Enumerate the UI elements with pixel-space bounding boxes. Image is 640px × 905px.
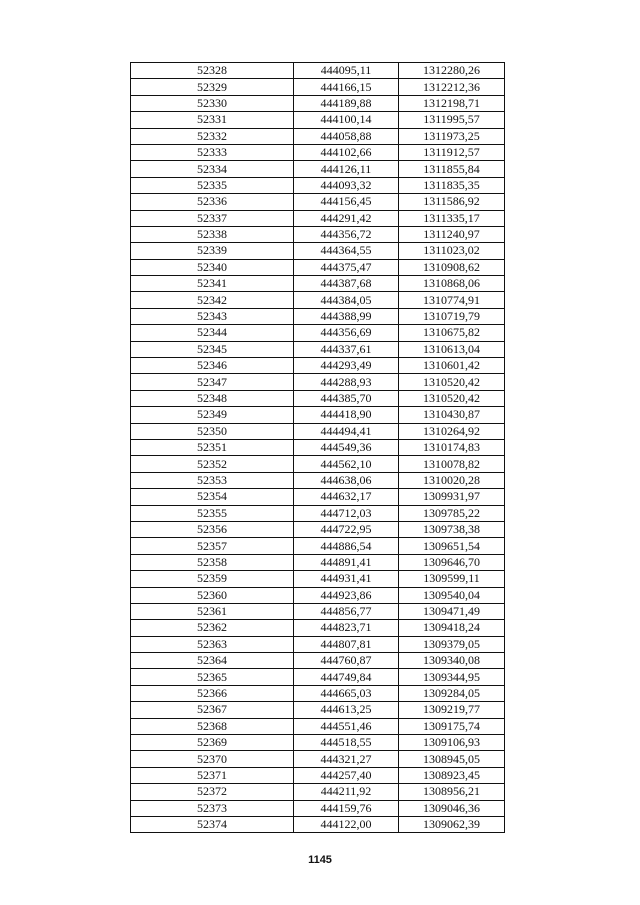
- point-id-cell: 52339: [131, 243, 294, 259]
- point-id-cell: 52358: [131, 554, 294, 570]
- x-coordinate-cell: 444385,70: [294, 390, 399, 406]
- x-coordinate-cell: 444665,03: [294, 685, 399, 701]
- y-coordinate-cell: 1308923,45: [399, 767, 505, 783]
- x-coordinate-cell: 444613,25: [294, 702, 399, 718]
- point-id-cell: 52349: [131, 407, 294, 423]
- x-coordinate-cell: 444058,88: [294, 128, 399, 144]
- y-coordinate-cell: 1308945,05: [399, 751, 505, 767]
- point-id-cell: 52329: [131, 79, 294, 95]
- coordinate-table: [130, 62, 505, 833]
- x-coordinate-cell: 444189,88: [294, 95, 399, 111]
- table-row: [131, 489, 505, 505]
- y-coordinate-cell: 1311995,57: [399, 112, 505, 128]
- point-id-cell: 52343: [131, 308, 294, 324]
- table-row: [131, 816, 505, 832]
- y-coordinate-cell: 1309418,24: [399, 620, 505, 636]
- table-row: [131, 702, 505, 718]
- table-row: [131, 767, 505, 783]
- x-coordinate-cell: 444356,69: [294, 325, 399, 341]
- table-row: [131, 374, 505, 390]
- point-id-cell: 52360: [131, 587, 294, 603]
- x-coordinate-cell: 444931,41: [294, 571, 399, 587]
- table-row: [131, 128, 505, 144]
- table-row: [131, 259, 505, 275]
- point-id-cell: 52356: [131, 521, 294, 537]
- y-coordinate-cell: 1310675,82: [399, 325, 505, 341]
- y-coordinate-cell: 1310613,04: [399, 341, 505, 357]
- table-row: [131, 571, 505, 587]
- y-coordinate-cell: 1310520,42: [399, 390, 505, 406]
- point-id-cell: 52336: [131, 194, 294, 210]
- x-coordinate-cell: 444823,71: [294, 620, 399, 636]
- y-coordinate-cell: 1309379,05: [399, 636, 505, 652]
- point-id-cell: 52365: [131, 669, 294, 685]
- y-coordinate-cell: 1309046,36: [399, 800, 505, 816]
- table-row: [131, 112, 505, 128]
- x-coordinate-cell: 444749,84: [294, 669, 399, 685]
- table-row: [131, 735, 505, 751]
- x-coordinate-cell: 444638,06: [294, 472, 399, 488]
- x-coordinate-cell: 444122,00: [294, 816, 399, 832]
- y-coordinate-cell: 1309651,54: [399, 538, 505, 554]
- table-row: [131, 718, 505, 734]
- x-coordinate-cell: 444551,46: [294, 718, 399, 734]
- table-row: [131, 423, 505, 439]
- table-row: [131, 292, 505, 308]
- x-coordinate-cell: 444095,11: [294, 63, 399, 79]
- y-coordinate-cell: 1310868,06: [399, 276, 505, 292]
- y-coordinate-cell: 1310264,92: [399, 423, 505, 439]
- x-coordinate-cell: 444102,66: [294, 144, 399, 160]
- table-row: [131, 456, 505, 472]
- x-coordinate-cell: 444100,14: [294, 112, 399, 128]
- y-coordinate-cell: 1310078,82: [399, 456, 505, 472]
- x-coordinate-cell: 444549,36: [294, 439, 399, 455]
- point-id-cell: 52361: [131, 603, 294, 619]
- y-coordinate-cell: 1311912,57: [399, 144, 505, 160]
- y-coordinate-cell: 1309340,08: [399, 653, 505, 669]
- table-row: [131, 95, 505, 111]
- y-coordinate-cell: 1310430,87: [399, 407, 505, 423]
- table-row: [131, 407, 505, 423]
- x-coordinate-cell: 444166,15: [294, 79, 399, 95]
- x-coordinate-cell: 444257,40: [294, 767, 399, 783]
- point-id-cell: 52347: [131, 374, 294, 390]
- y-coordinate-cell: 1311855,84: [399, 161, 505, 177]
- table-row: [131, 308, 505, 324]
- point-id-cell: 52333: [131, 144, 294, 160]
- point-id-cell: 52337: [131, 210, 294, 226]
- point-id-cell: 52368: [131, 718, 294, 734]
- table-row: [131, 620, 505, 636]
- point-id-cell: 52352: [131, 456, 294, 472]
- point-id-cell: 52350: [131, 423, 294, 439]
- table-row: [131, 800, 505, 816]
- table-row: [131, 243, 505, 259]
- y-coordinate-cell: 1312198,71: [399, 95, 505, 111]
- x-coordinate-cell: 444375,47: [294, 259, 399, 275]
- point-id-cell: 52366: [131, 685, 294, 701]
- table-row: [131, 505, 505, 521]
- y-coordinate-cell: 1312280,26: [399, 63, 505, 79]
- x-coordinate-cell: 444093,32: [294, 177, 399, 193]
- point-id-cell: 52348: [131, 390, 294, 406]
- table-row: [131, 194, 505, 210]
- table-row: [131, 210, 505, 226]
- x-coordinate-cell: 444211,92: [294, 784, 399, 800]
- y-coordinate-cell: 1309219,77: [399, 702, 505, 718]
- y-coordinate-cell: 1308956,21: [399, 784, 505, 800]
- point-id-cell: 52330: [131, 95, 294, 111]
- x-coordinate-cell: 444760,87: [294, 653, 399, 669]
- x-coordinate-cell: 444388,99: [294, 308, 399, 324]
- x-coordinate-cell: 444291,42: [294, 210, 399, 226]
- table-row: [131, 685, 505, 701]
- point-id-cell: 52373: [131, 800, 294, 816]
- table-row: [131, 79, 505, 95]
- y-coordinate-cell: 1311240,97: [399, 226, 505, 242]
- point-id-cell: 52345: [131, 341, 294, 357]
- table-row: [131, 587, 505, 603]
- table-row: [131, 603, 505, 619]
- table-row: [131, 538, 505, 554]
- x-coordinate-cell: 444321,27: [294, 751, 399, 767]
- x-coordinate-cell: 444722,95: [294, 521, 399, 537]
- x-coordinate-cell: 444494,41: [294, 423, 399, 439]
- y-coordinate-cell: 1309106,93: [399, 735, 505, 751]
- point-id-cell: 52328: [131, 63, 294, 79]
- x-coordinate-cell: 444387,68: [294, 276, 399, 292]
- point-id-cell: 52374: [131, 816, 294, 832]
- table-row: [131, 161, 505, 177]
- x-coordinate-cell: 444712,03: [294, 505, 399, 521]
- x-coordinate-cell: 444418,90: [294, 407, 399, 423]
- x-coordinate-cell: 444156,45: [294, 194, 399, 210]
- x-coordinate-cell: 444891,41: [294, 554, 399, 570]
- y-coordinate-cell: 1311023,02: [399, 243, 505, 259]
- table-row: [131, 636, 505, 652]
- x-coordinate-cell: 444337,61: [294, 341, 399, 357]
- point-id-cell: 52353: [131, 472, 294, 488]
- y-coordinate-cell: 1310719,79: [399, 308, 505, 324]
- x-coordinate-cell: 444518,55: [294, 735, 399, 751]
- x-coordinate-cell: 444807,81: [294, 636, 399, 652]
- table-row: [131, 390, 505, 406]
- table-row: [131, 358, 505, 374]
- table-row: [131, 341, 505, 357]
- point-id-cell: 52359: [131, 571, 294, 587]
- y-coordinate-cell: 1310020,28: [399, 472, 505, 488]
- y-coordinate-cell: 1311973,25: [399, 128, 505, 144]
- y-coordinate-cell: 1309931,97: [399, 489, 505, 505]
- page-number: 1145: [308, 854, 332, 866]
- y-coordinate-cell: 1309540,04: [399, 587, 505, 603]
- x-coordinate-cell: 444923,86: [294, 587, 399, 603]
- table-row: [131, 144, 505, 160]
- table-row: [131, 653, 505, 669]
- table-row: [131, 554, 505, 570]
- point-id-cell: 52355: [131, 505, 294, 521]
- point-id-cell: 52338: [131, 226, 294, 242]
- x-coordinate-cell: 444384,05: [294, 292, 399, 308]
- point-id-cell: 52334: [131, 161, 294, 177]
- y-coordinate-cell: 1310774,91: [399, 292, 505, 308]
- y-coordinate-cell: 1309062,39: [399, 816, 505, 832]
- point-id-cell: 52364: [131, 653, 294, 669]
- point-id-cell: 52369: [131, 735, 294, 751]
- point-id-cell: 52367: [131, 702, 294, 718]
- point-id-cell: 52372: [131, 784, 294, 800]
- y-coordinate-cell: 1310601,42: [399, 358, 505, 374]
- table-row: [131, 669, 505, 685]
- table-row: [131, 276, 505, 292]
- table-row: [131, 63, 505, 79]
- point-id-cell: 52362: [131, 620, 294, 636]
- table-row: [131, 325, 505, 341]
- point-id-cell: 52342: [131, 292, 294, 308]
- point-id-cell: 52351: [131, 439, 294, 455]
- x-coordinate-cell: 444293,49: [294, 358, 399, 374]
- point-id-cell: 52332: [131, 128, 294, 144]
- x-coordinate-cell: 444364,55: [294, 243, 399, 259]
- y-coordinate-cell: 1309738,38: [399, 521, 505, 537]
- y-coordinate-cell: 1310908,62: [399, 259, 505, 275]
- x-coordinate-cell: 444856,77: [294, 603, 399, 619]
- point-id-cell: 52370: [131, 751, 294, 767]
- table-row: [131, 472, 505, 488]
- y-coordinate-cell: 1309344,95: [399, 669, 505, 685]
- x-coordinate-cell: 444356,72: [294, 226, 399, 242]
- point-id-cell: 52357: [131, 538, 294, 554]
- y-coordinate-cell: 1309785,22: [399, 505, 505, 521]
- y-coordinate-cell: 1310520,42: [399, 374, 505, 390]
- x-coordinate-cell: 444159,76: [294, 800, 399, 816]
- coordinate-table-body: [131, 63, 505, 833]
- table-row: [131, 751, 505, 767]
- y-coordinate-cell: 1310174,83: [399, 439, 505, 455]
- y-coordinate-cell: 1311835,35: [399, 177, 505, 193]
- y-coordinate-cell: 1309175,74: [399, 718, 505, 734]
- table-row: [131, 439, 505, 455]
- y-coordinate-cell: 1309471,49: [399, 603, 505, 619]
- x-coordinate-cell: 444562,10: [294, 456, 399, 472]
- x-coordinate-cell: 444632,17: [294, 489, 399, 505]
- y-coordinate-cell: 1312212,36: [399, 79, 505, 95]
- y-coordinate-cell: 1309599,11: [399, 571, 505, 587]
- y-coordinate-cell: 1309646,70: [399, 554, 505, 570]
- table-row: [131, 521, 505, 537]
- table-row: [131, 784, 505, 800]
- point-id-cell: 52371: [131, 767, 294, 783]
- point-id-cell: 52346: [131, 358, 294, 374]
- x-coordinate-cell: 444288,93: [294, 374, 399, 390]
- point-id-cell: 52363: [131, 636, 294, 652]
- point-id-cell: 52344: [131, 325, 294, 341]
- point-id-cell: 52341: [131, 276, 294, 292]
- x-coordinate-cell: 444126,11: [294, 161, 399, 177]
- y-coordinate-cell: 1311586,92: [399, 194, 505, 210]
- point-id-cell: 52354: [131, 489, 294, 505]
- y-coordinate-cell: 1311335,17: [399, 210, 505, 226]
- y-coordinate-cell: 1309284,05: [399, 685, 505, 701]
- x-coordinate-cell: 444886,54: [294, 538, 399, 554]
- point-id-cell: 52340: [131, 259, 294, 275]
- point-id-cell: 52335: [131, 177, 294, 193]
- table-row: [131, 226, 505, 242]
- table-row: [131, 177, 505, 193]
- point-id-cell: 52331: [131, 112, 294, 128]
